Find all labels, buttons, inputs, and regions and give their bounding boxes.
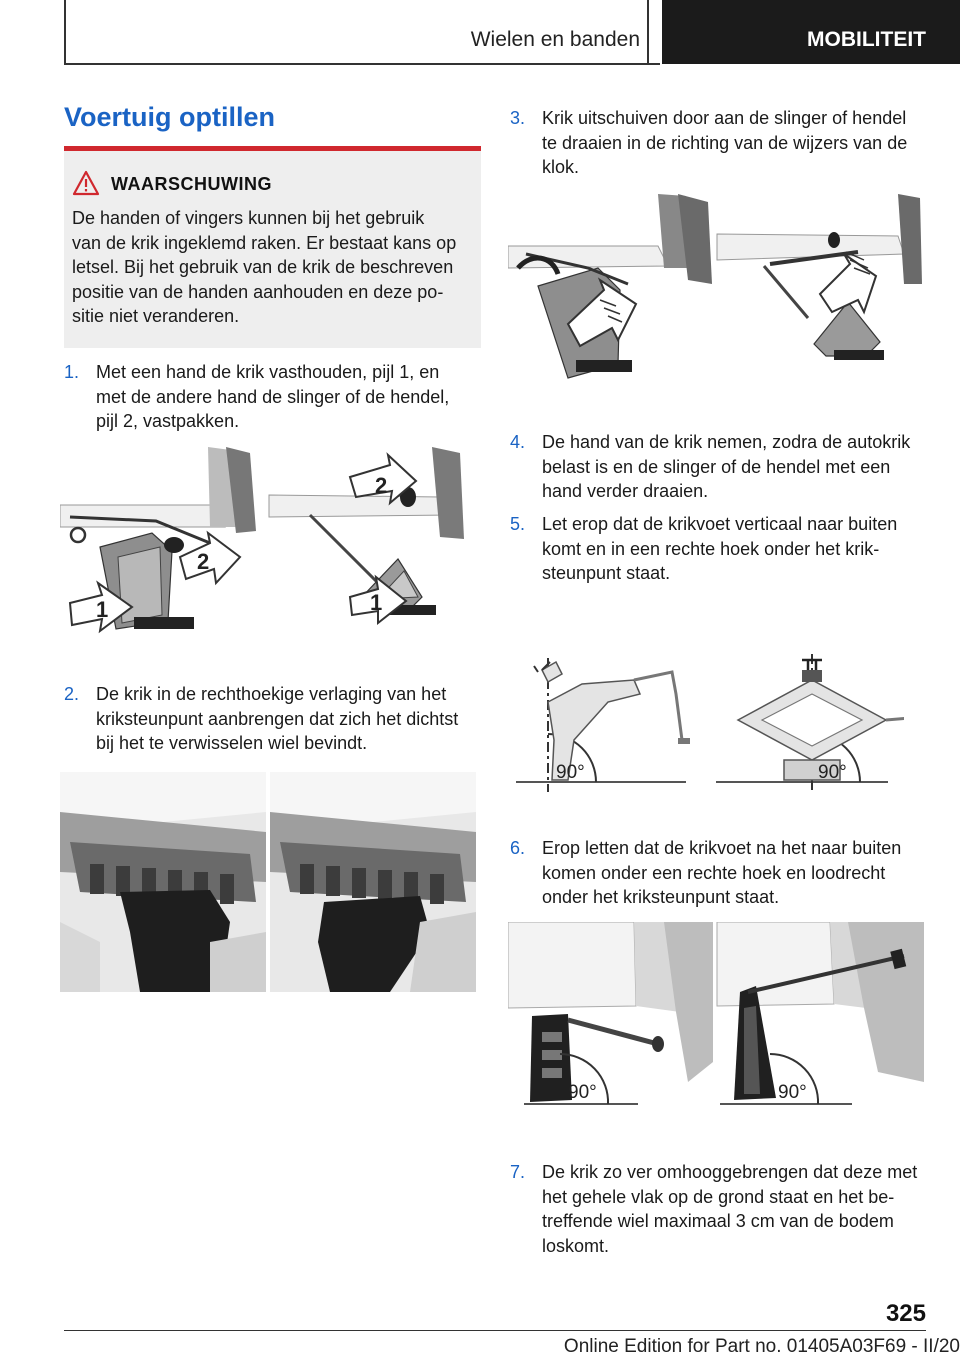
angle-label: 90°: [818, 762, 847, 783]
angle-label: 90°: [556, 762, 585, 783]
step-line: Let erop dat de krikvoet verticaal naar buiten: [542, 514, 898, 534]
photo-jack-point-right: [270, 772, 476, 992]
header-chapter-tab[interactable]: [662, 0, 960, 64]
figure-jack-angle-diagram: [512, 640, 904, 794]
step-line: kriksteunpunt aanbrengen dat zich het dichtst: [96, 708, 459, 729]
warning-triangle-icon: [72, 170, 100, 196]
angle-label: 90°: [778, 1082, 807, 1103]
step-line: treffende wiel maximaal 3 cm van de bodem: [542, 1211, 894, 1231]
edition-info: Online Edition for Part no. 01405A03F69 - II/20: [563, 1336, 960, 1357]
step-line: belast is en de slinger of de hendel met een: [542, 456, 891, 477]
warning-line: De handen of vingers kunnen bij het gebruik: [72, 208, 425, 228]
warning-line: sitie niet veranderen.: [72, 306, 240, 326]
step-number: 7.: [510, 1162, 526, 1182]
step-line: klok.: [542, 157, 580, 177]
step-line: steunpunt staat.: [542, 563, 671, 583]
header-separator: [647, 0, 649, 64]
arrow-label-1: 1: [370, 590, 383, 615]
step-line: Erop letten dat de krikvoet na het naar buiten: [542, 838, 902, 858]
step-line: loskomt.: [542, 1235, 610, 1256]
warning-label: WAARSCHUWING: [111, 174, 272, 194]
jack-point-photo: [60, 772, 266, 992]
arrow-label-2: 2: [375, 473, 388, 498]
step-number: 3.: [510, 108, 526, 128]
step-number: 2.: [64, 684, 80, 704]
step-line: het gehele vlak op de grond staat en het be-: [542, 1186, 895, 1207]
warning-accent-bar: [64, 146, 481, 151]
step-line: Krik uitschuiven door aan de slinger of hendel: [542, 108, 907, 128]
step-number: 4.: [510, 432, 526, 452]
warning-line: van de krik ingeklemd raken. Er bestaat kans op: [72, 232, 457, 253]
page-title: Voertuig optillen: [64, 102, 275, 132]
header-bottom-rule: [64, 63, 660, 65]
figure-jack-crank: [508, 194, 924, 386]
jack-point-photo: [270, 772, 476, 992]
figure-jack-under-car: [508, 922, 924, 1128]
step-line: te draaien in de richting van de wijzers van de: [542, 132, 908, 153]
warning-box: [64, 146, 481, 348]
step-line: De krik zo ver omhooggebrengen dat deze met: [542, 1162, 918, 1182]
figure-jack-hold: [60, 447, 476, 639]
step-line: bij het te verwisselen wiel bevindt.: [96, 733, 368, 753]
step-line: hand verder draaien.: [542, 481, 709, 501]
footer-rule: [64, 1330, 926, 1331]
step-line: pijl 2, vastpakken.: [96, 411, 240, 431]
jack-under-car-illustration: [508, 922, 924, 1128]
arrow-label-1: 1: [96, 597, 109, 622]
step-number: 5.: [510, 514, 526, 534]
step-line: onder het kriksteunpunt staat.: [542, 887, 780, 907]
step-number: 6.: [510, 838, 526, 858]
step-line: komen onder een rechte hoek en loodrecht: [542, 862, 886, 883]
step-line: Met een hand de krik vasthouden, pijl 1, en: [96, 362, 440, 382]
jack-angle-illustration: [512, 640, 904, 794]
header-section-title: Wielen en banden: [470, 28, 640, 51]
step-line: De hand van de krik nemen, zodra de autokrik: [542, 432, 911, 452]
jack-hold-illustration: [60, 447, 476, 639]
header-left-rule: [64, 0, 66, 64]
warning-text: [72, 206, 477, 329]
warning-line: positie van de handen aanhouden en deze po-: [72, 281, 444, 302]
header-chapter-label: MOBILITEIT: [807, 28, 926, 51]
arrow-label-2: 2: [197, 549, 210, 574]
step-line: met de andere hand de slinger of de hendel,: [96, 386, 450, 407]
jack-crank-illustration: [508, 194, 924, 386]
angle-label: 90°: [568, 1082, 597, 1103]
photo-jack-point-left: [60, 772, 266, 992]
step-line: komt en in een rechte hoek onder het krik-: [542, 538, 880, 559]
step-number: 1.: [64, 362, 80, 382]
warning-line: letsel. Bij het gebruik van de krik de beschreven: [72, 257, 454, 277]
page-number: 325: [885, 1300, 926, 1327]
step-line: De krik in de rechthoekige verlaging van het: [96, 684, 447, 704]
